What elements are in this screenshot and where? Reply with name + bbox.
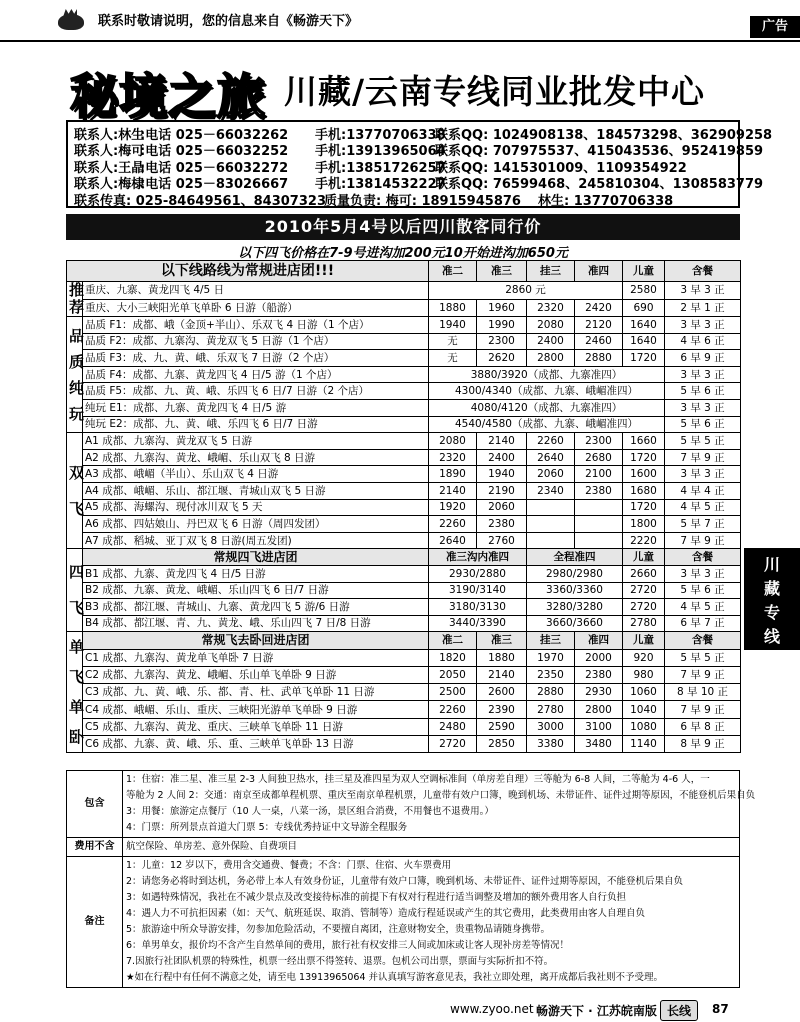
meal-cell: 7 早 9 正	[665, 666, 741, 683]
notes-line: ★如在行程中有任何不满意之处，请至电 13913965064 并认真填写游客意见表，我社立即处理，离开成都后我社则不予受理。	[126, 972, 664, 983]
route-cell: A7 成都、稻城、亚丁双飞 8 日游(周五发团)	[83, 532, 429, 549]
route-cell: 品质 F4：成都、九寨、黄龙四飞 4 日/5 游（1 个店）	[83, 366, 429, 383]
col-header: 全程准四	[527, 549, 623, 566]
price-cell: 2400	[477, 449, 527, 466]
notes-line: 7.因旅行社团队机票的特殊性，机票一经出票不得签转、退票。包机公司出票，票面与实际折扣不符。	[126, 956, 554, 967]
route-cell: 品质 F1：成都、峨（金顶+半山）、乐双飞 4 日游（1 个店）	[83, 317, 429, 334]
table-row	[67, 516, 741, 533]
table-row	[67, 499, 741, 516]
group-label-danfei: 单飞单卧	[67, 632, 83, 753]
col-header: 准二	[429, 261, 477, 282]
price-cell: 2100	[575, 466, 623, 483]
price-cell: 2590	[477, 718, 527, 735]
child-price-cell: 1140	[623, 735, 665, 752]
table-row	[67, 649, 741, 666]
col-header: 儿童	[623, 261, 665, 282]
table-row	[67, 333, 741, 350]
side-tab-char: 藏	[763, 579, 780, 598]
meal-cell: 4 早 4 正	[665, 482, 741, 499]
col-header: 挂三	[527, 632, 575, 649]
meal-cell: 4 早 6 正	[665, 333, 741, 350]
table-row	[67, 565, 741, 582]
meal-cell: 5 早 5 正	[665, 649, 741, 666]
table-row	[67, 532, 741, 549]
table-row	[67, 366, 741, 383]
table-row	[67, 416, 741, 433]
meal-cell: 3 早 3 正	[665, 565, 741, 582]
price-cell: 3380	[527, 735, 575, 752]
price-cell: 2000	[575, 649, 623, 666]
price-cell	[575, 516, 623, 533]
price-cell: 2140	[429, 482, 477, 499]
route-cell: A2 成都、九寨沟、黄龙、峨嵋、乐山双飞 8 日游	[83, 449, 429, 466]
table-row	[67, 599, 741, 616]
table-row	[67, 632, 741, 649]
notes-line: 等舱为 2 人间 2：交通：南京至成都单程机票、重庆至南京单程机票，儿童带有效户口簿，晚到机场、未带证件、证件过期等原因，不能登机后果自负	[126, 790, 756, 801]
price-cell: 2320	[429, 449, 477, 466]
contact-person: 联系人:林生	[74, 128, 145, 143]
notes-line: 2：请您务必将时到达机，务必带上本人有效身份证，儿童带有效户口簿，晚到机场、未带证件、证件过期等原因，不能登机后果自负	[126, 876, 684, 887]
price-cell: 2140	[477, 666, 527, 683]
price-cell: 1940	[429, 317, 477, 334]
child-price-cell: 1800	[623, 516, 665, 533]
price-table	[66, 260, 741, 753]
route-cell: 品质 F5：成都、九、黄、峨、乐四飞 6 日/7 日游（2 个店）	[83, 383, 429, 400]
col-header: 准二	[429, 632, 477, 649]
price-cell: 2880	[527, 684, 575, 701]
price-cell	[527, 499, 575, 516]
col-header: 准四	[575, 632, 623, 649]
contact-qq: 联系QQ: 1415301009、1109354922	[435, 160, 687, 176]
col-header: 准三	[477, 632, 527, 649]
price-headline: 2010年5月4号以后四川散客同行价	[66, 214, 740, 240]
price-cell: 2260	[429, 701, 477, 718]
table-row	[67, 449, 741, 466]
price-cell: 1920	[429, 499, 477, 516]
meal-cell: 5 早 7 正	[665, 516, 741, 533]
footer-website[interactable]: www.zyoo.net	[450, 1002, 534, 1016]
notes-line: 1：住宿：准二星、准三星 2-3 人间独卫热水，挂三星及准四星为双人空调标准间（单房差自理）三等舱为 6-8 人间，二等舱为 4-6 人，一	[126, 774, 710, 785]
table-row	[67, 701, 741, 718]
meal-cell: 6 早 8 正	[665, 718, 741, 735]
price-cell: 2850	[477, 735, 527, 752]
route-cell: A5 成都、海螺沟、现付冰川双飞 5 天	[83, 499, 429, 516]
child-price-cell: 2660	[623, 565, 665, 582]
notes-line: 4：门票：所列景点首道大门票 5：专线优秀持证中文导游全程服务	[126, 822, 408, 833]
route-cell: C4 成都、峨嵋、乐山、重庆、三峡阳光游单飞单卧 9 日游	[83, 701, 429, 718]
notes-content	[123, 857, 740, 988]
route-cell: 品质 F2：成都、九寨沟、黄龙双飞 5 日游（1 个店）	[83, 333, 429, 350]
route-cell: C5 成都、九寨沟、黄龙、重庆、三峡单飞单卧 11 日游	[83, 718, 429, 735]
price-cell: 2930	[575, 684, 623, 701]
price-cell: 3360/3360	[527, 582, 623, 599]
child-price-cell: 980	[623, 666, 665, 683]
col-header: 儿童	[623, 549, 665, 566]
price-cell: 2080	[527, 317, 575, 334]
notes-content	[123, 771, 756, 838]
contact-qq: 联系QQ: 76599468、245810304、1308583779	[435, 177, 764, 193]
col-header: 准四	[575, 261, 623, 282]
route-cell: A6 成都、四姑娘山、丹巴双飞 6 日游（周四发团）	[83, 516, 429, 533]
contact-person: 联系人:王晶	[74, 160, 145, 176]
contact-fax: 联系传真: 025-84649561、84307323	[74, 193, 326, 209]
meal-cell: 5 早 6 正	[665, 416, 741, 433]
side-tab-char: 线	[763, 627, 780, 646]
contact-lin: 林生: 13770706338	[538, 193, 674, 209]
child-price-cell: 1720	[623, 350, 665, 367]
price-cell: 4300/4340（成都、九寨、峨嵋准四）	[429, 383, 665, 400]
page-number: 87	[712, 1002, 729, 1016]
price-cell: 2680	[575, 449, 623, 466]
table-row	[67, 718, 741, 735]
route-cell: B3 成都、都江堰、青城山、九寨、黄龙四飞 5 游/6 日游	[83, 599, 429, 616]
contact-tel: :电话 025－66032252	[140, 144, 289, 160]
route-cell: B2 成都、九寨、黄龙、峨嵋、乐山四飞 6 日/7 日游	[83, 582, 429, 599]
child-price-cell: 1060	[623, 684, 665, 701]
meal-cell: 3 早 3 正	[665, 282, 741, 300]
group-label-sifei: 四飞	[67, 549, 83, 632]
child-price-cell: 1600	[623, 466, 665, 483]
price-cell: 2340	[527, 482, 575, 499]
child-price-cell: 690	[623, 299, 665, 317]
notes-row-baohan	[67, 771, 740, 838]
price-cell: 2400	[527, 333, 575, 350]
route-cell: 重庆、大小三峡阳光单飞单卧 6 日游（船游）	[83, 299, 429, 317]
table-row	[67, 549, 741, 566]
price-cell: 2500	[429, 684, 477, 701]
route-cell: C1 成都、九寨沟、黄龙单飞单卧 7 日游	[83, 649, 429, 666]
meal-cell: 8 早 9 正	[665, 735, 741, 752]
child-price-cell: 1720	[623, 449, 665, 466]
notes-table	[66, 770, 756, 988]
price-cell	[527, 516, 575, 533]
contact-person: 联系人:梅可	[74, 144, 145, 160]
table-row	[67, 282, 741, 300]
meal-cell: 6 早 9 正	[665, 350, 741, 367]
notes-line: 4：遇人力不可抗拒因素（如：天气、航班延误、取消、管制等）造成行程延误或产生的其它费用，此类费用由客人自理自负	[126, 908, 646, 919]
page-footer	[450, 998, 800, 1020]
price-cell: 3180/3130	[429, 599, 527, 616]
price-cell: 1970	[527, 649, 575, 666]
price-subhead: 以下四飞价格在7-9号进沟加200元10开始进沟加650元	[238, 246, 568, 261]
contact-mobile: 手机:13770706338	[315, 128, 446, 143]
meal-cell: 6 早 7 正	[665, 615, 741, 632]
meal-cell: 7 早 9 正	[665, 449, 741, 466]
side-tab-label	[744, 548, 800, 650]
child-price-cell: 1040	[623, 701, 665, 718]
route-cell: A4 成都、峨嵋、乐山、都江堰、青城山双飞 5 日游	[83, 482, 429, 499]
price-cell: 2060	[527, 466, 575, 483]
contact-mobile: 手机:13913965064	[315, 144, 446, 160]
meal-cell: 5 早 5 正	[665, 433, 741, 450]
brand-slogan: 川藏/云南专线同业批发中心	[284, 72, 706, 111]
section-title: 常规四飞进店团	[83, 549, 429, 566]
child-price-cell: 1080	[623, 718, 665, 735]
notes-line: 5：旅游途中所众导游安排，勿参加危险活动，不要擅自离团，注意财物安全，贵重物品请随身携带。	[126, 924, 551, 935]
side-tab-char: 川	[763, 555, 780, 574]
child-price-cell: 1720	[623, 499, 665, 516]
price-cell: 2390	[477, 701, 527, 718]
price-cell: 2120	[575, 317, 623, 334]
price-cell: 无	[429, 333, 477, 350]
price-cell: 2720	[429, 735, 477, 752]
footer-tag: 长线	[660, 1000, 698, 1021]
brand-title: 秘境之旅	[70, 69, 267, 125]
price-cell: 1820	[429, 649, 477, 666]
banner	[66, 58, 740, 125]
table-row	[67, 399, 741, 416]
group-label-pinzhi: 品质纯玩	[67, 317, 83, 433]
meal-cell: 4 早 5 正	[665, 499, 741, 516]
table-row	[67, 666, 741, 683]
notes-row-bubaohan	[67, 838, 740, 857]
price-cell: 2260	[527, 433, 575, 450]
notes-line: 6：单男单女，报价均不含产生自然单间的费用，旅行社有权安排三人间或加床或让客人现补房差等情况！	[126, 940, 570, 951]
contact-row-fax	[74, 190, 732, 209]
meal-cell: 5 早 6 正	[665, 582, 741, 599]
table-row	[67, 433, 741, 450]
group-label-tuijian: 推荐	[67, 282, 83, 317]
price-cell: 3440/3390	[429, 615, 527, 632]
price-cell: 2780	[527, 701, 575, 718]
table-row	[67, 350, 741, 367]
price-cell	[527, 532, 575, 549]
price-cell: 2260	[429, 516, 477, 533]
side-tab-char: 专	[763, 603, 780, 622]
price-cell: 2640	[527, 449, 575, 466]
price-cell: 2930/2880	[429, 565, 527, 582]
section-title: 常规飞去卧回进店团	[83, 632, 429, 649]
contact-qq: 联系QQ: 1024908138、184573298、362909258	[435, 128, 773, 143]
meal-cell: 8 早 10 正	[665, 684, 741, 701]
price-cell: 2600	[477, 684, 527, 701]
group-label-shuangfei: 双飞	[67, 433, 83, 549]
price-cell: 2480	[429, 718, 477, 735]
price-cell: 2860 元	[429, 282, 623, 300]
route-cell: C6 成都、九寨、黄、峨、乐、重、三峡单飞单卧 13 日游	[83, 735, 429, 752]
child-price-cell: 1640	[623, 317, 665, 334]
meal-cell: 7 早 9 正	[665, 701, 741, 718]
price-cell	[575, 499, 623, 516]
notes-label: 费用不含	[67, 838, 123, 857]
route-cell: B4 成都、都江堰、青、九、黄龙、峨、乐山四飞 7 日/8 日游	[83, 615, 429, 632]
contact-person: 联系人:梅棣	[74, 177, 145, 193]
price-cell: 2460	[575, 333, 623, 350]
ad-label: 广告	[750, 16, 800, 38]
meal-cell: 3 早 3 正	[665, 317, 741, 334]
quality-contact: 质量负责: 梅可: 18915945876	[324, 193, 521, 209]
price-cell: 2300	[477, 333, 527, 350]
contact-qq: 联系QQ: 707975537、415043536、952419859	[435, 144, 764, 160]
price-cell: 1880	[429, 299, 477, 317]
table-row	[67, 482, 741, 499]
contact-mobile: 手机:13851726257	[315, 160, 446, 176]
table-row	[67, 299, 741, 317]
contact-row	[74, 173, 764, 193]
price-cell: 2140	[477, 433, 527, 450]
meal-cell: 2 早 1 正	[665, 299, 741, 317]
price-cell: 1960	[477, 299, 527, 317]
notes-line: 1：儿童：12 岁以下，费用含交通费、餐费；不含：门票、住宿、火车票费用	[126, 860, 452, 871]
price-cell: 1990	[477, 317, 527, 334]
price-cell: 2350	[527, 666, 575, 683]
col-header: 含餐	[665, 549, 741, 566]
table-row	[67, 735, 741, 752]
price-cell: 2980/2980	[527, 565, 623, 582]
route-cell: C3 成都、九、黄、峨、乐、都、青、杜、武单飞单卧 11 日游	[83, 684, 429, 701]
price-cell: 3480	[575, 735, 623, 752]
price-cell: 2190	[477, 482, 527, 499]
child-price-cell: 1640	[623, 333, 665, 350]
magazine-logo-icon	[58, 14, 84, 30]
child-price-cell: 1680	[623, 482, 665, 499]
col-header: 准三	[477, 261, 527, 282]
meal-cell: 7 早 9 正	[665, 532, 741, 549]
child-price-cell: 920	[623, 649, 665, 666]
child-price-cell: 2720	[623, 582, 665, 599]
price-cell	[575, 532, 623, 549]
table-row	[67, 684, 741, 701]
price-cell: 2080	[429, 433, 477, 450]
price-cell: 2060	[477, 499, 527, 516]
price-cell: 无	[429, 350, 477, 367]
contact-tel: :电话 025－66032262	[140, 128, 289, 143]
notes-label: 备注	[67, 857, 123, 988]
child-price-cell: 2780	[623, 615, 665, 632]
route-cell: A3 成都、峨嵋（半山）、乐山双飞 4 日游	[83, 466, 429, 483]
child-price-cell: 2580	[623, 282, 665, 300]
col-header: 挂三	[527, 261, 575, 282]
price-cell: 1890	[429, 466, 477, 483]
price-cell: 3280/3280	[527, 599, 623, 616]
col-header: 含餐	[665, 632, 741, 649]
notes-label: 包含	[67, 771, 123, 838]
contact-row	[74, 124, 773, 143]
route-cell: 纯玩 E1：成都、九寨、黄龙四飞 4 日/5 游	[83, 399, 429, 416]
price-cell: 2380	[575, 666, 623, 683]
notes-line: 3：用餐：旅游定点餐厅（10 人一桌，八菜一汤，景区组合消费，不用餐也不退费用。）	[126, 806, 494, 817]
price-cell: 2880	[575, 350, 623, 367]
table-title: 以下线路线为常规进店团!!!	[67, 261, 429, 282]
price-cell: 2300	[575, 433, 623, 450]
table-row	[67, 383, 741, 400]
meal-cell: 3 早 3 正	[665, 366, 741, 383]
price-cell: 2800	[575, 701, 623, 718]
col-header: 准三沟内准四	[429, 549, 527, 566]
route-cell: 纯玩 E2：成都、九、黄、峨、乐四飞 6 日/7 日游	[83, 416, 429, 433]
price-cell: 3660/3660	[527, 615, 623, 632]
table-row	[67, 317, 741, 334]
price-cell: 3000	[527, 718, 575, 735]
meal-cell: 3 早 3 正	[665, 399, 741, 416]
contact-row	[74, 157, 732, 176]
contact-mobile: 手机:13814532227	[315, 177, 446, 193]
price-cell: 2760	[477, 532, 527, 549]
table-row	[67, 466, 741, 483]
child-price-cell: 2220	[623, 532, 665, 549]
price-cell: 2620	[477, 350, 527, 367]
meal-cell: 5 早 6 正	[665, 383, 741, 400]
price-cell: 2420	[575, 299, 623, 317]
source-note: 联系时敬请说明，您的信息来自《畅游天下》	[98, 14, 359, 29]
route-cell: B1 成都、九寨、黄龙四飞 4 日/5 日游	[83, 565, 429, 582]
price-cell: 1880	[477, 649, 527, 666]
top-bar	[0, 0, 800, 42]
price-cell: 2050	[429, 666, 477, 683]
table-row	[67, 615, 741, 632]
route-cell: A1 成都、九寨沟、黄龙双飞 5 日游	[83, 433, 429, 450]
price-cell: 2800	[527, 350, 575, 367]
price-cell: 2320	[527, 299, 575, 317]
route-cell: C2 成都、九寨沟、黄龙、峨嵋、乐山单飞单卧 9 日游	[83, 666, 429, 683]
meal-cell: 3 早 3 正	[665, 466, 741, 483]
contact-box	[66, 120, 773, 209]
notes-row-beizhu	[67, 857, 740, 988]
price-cell: 2640	[429, 532, 477, 549]
price-cell: 3880/3920（成都、九寨准四）	[429, 366, 665, 383]
footer-publication: 畅游天下 · 江苏皖南版	[536, 1004, 657, 1018]
price-cell: 1940	[477, 466, 527, 483]
price-cell: 3190/3140	[429, 582, 527, 599]
meal-cell: 4 早 5 正	[665, 599, 741, 616]
price-cell: 4080/4120（成都、九寨准四）	[429, 399, 665, 416]
price-cell: 2380	[575, 482, 623, 499]
table-header-row	[67, 261, 741, 282]
col-header: 含餐	[665, 261, 741, 282]
contact-tel: :电话 025－83026667	[140, 177, 289, 193]
child-price-cell: 1660	[623, 433, 665, 450]
table-row	[67, 582, 741, 599]
contact-row	[74, 140, 764, 160]
child-price-cell: 2720	[623, 599, 665, 616]
price-cell: 3100	[575, 718, 623, 735]
col-header: 儿童	[623, 632, 665, 649]
price-cell: 4540/4580（成都、九寨、峨嵋准四）	[429, 416, 665, 433]
notes-line: 3：如遇特殊情况，我社在不减少景点及改变接待标准的前提下有权对行程进行适当调整及增加的额外费用客人自行负担	[126, 892, 627, 903]
notes-line: 航空保险、单房差、意外保险、自费项目	[123, 838, 740, 857]
price-cell: 2380	[477, 516, 527, 533]
route-cell: 品质 F3：成、九、黄、峨、乐双飞 7 日游（2 个店）	[83, 350, 429, 367]
contact-tel: :电话 025－66032272	[140, 160, 289, 176]
route-cell: 重庆、九寨、黄龙四飞 4/5 日	[83, 282, 429, 300]
